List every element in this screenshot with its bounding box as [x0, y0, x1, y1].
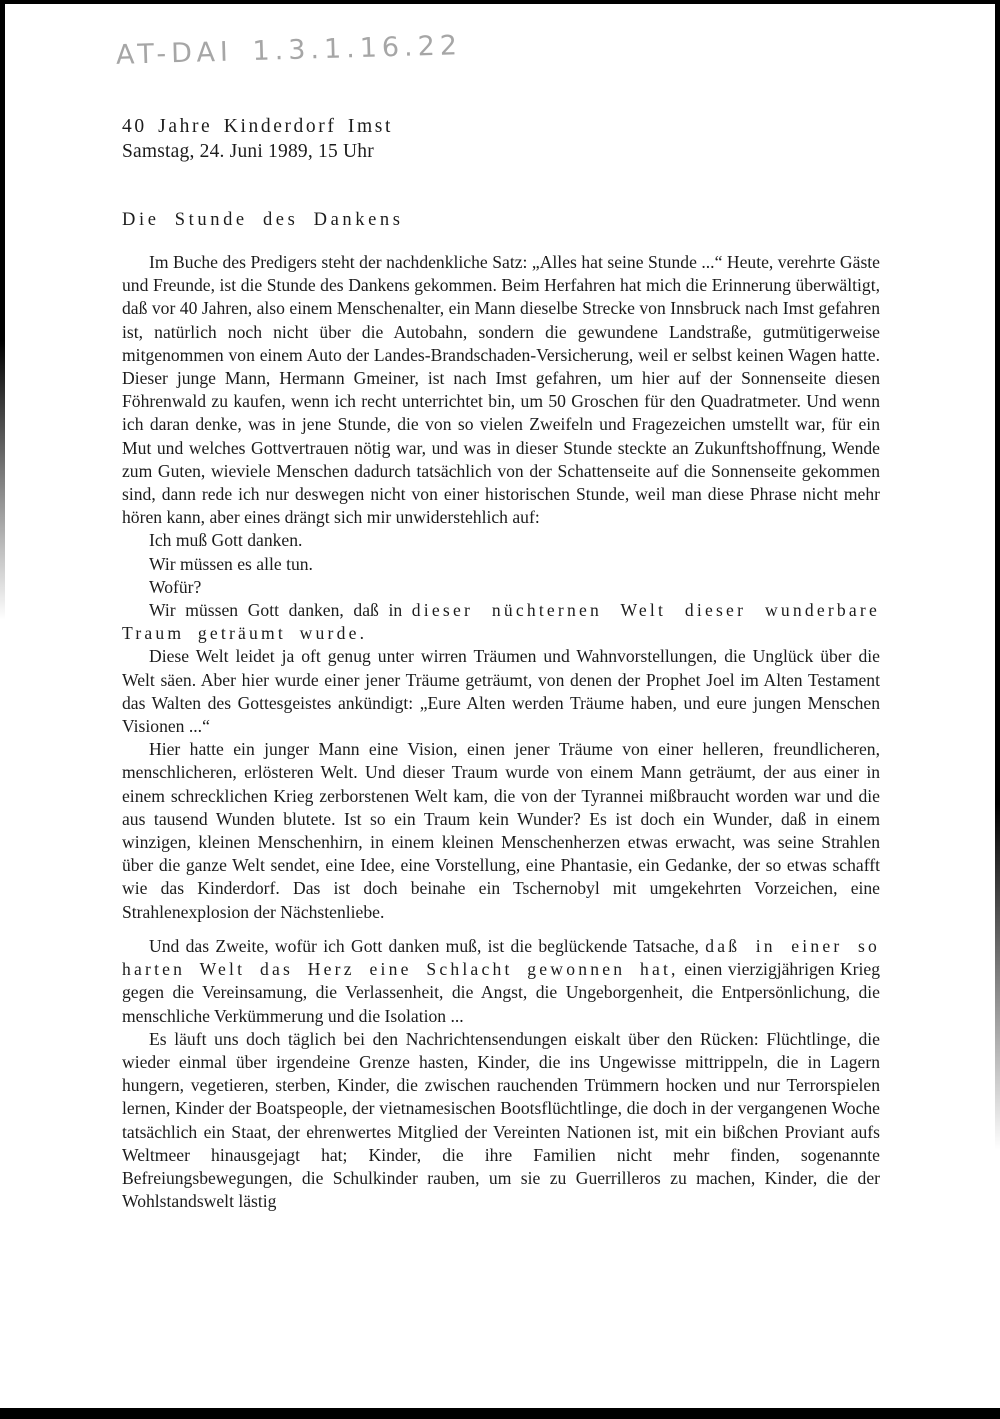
- paragraph-4: [122, 576, 880, 599]
- paragraph-8: [122, 935, 880, 1028]
- text-segment: Ich muß Gott danken.: [149, 530, 303, 551]
- paragraph-2: [122, 529, 880, 552]
- text-segment: Wir müssen Gott danken, daß in: [149, 600, 412, 621]
- text-segment: Hier hatte ein junger Mann eine Vision, einen jener Träume von einer helleren, freundlicheren, menschlicheren, erlösteren Welt. Und dieser Traum wurde von einem Mann geträumt, der aus einer in einem schrecklichen Krieg zerborstenen Welt kam, die von der Tyrannei mißbraucht worden war und die aus tausend Wunden blutete. Ist so ein Traum kein Wunder? Es ist doch ein Wunder, daß in einem winzigen, kleinen Menschenhirn, in einem kleinen Menschenherzen etwas erwacht, was seine Strahlen über die ganze Welt sendet, eine Idee, eine Vorstellung, eine Phantasie, ein Gedanke, der so etwas schafft wie das Kinderdorf. Das ist doch beinahe ein Tschernobyl mit umgekehrten Vorzeichen, eine Strahlenexplosion der Nächstenliebe.: [122, 739, 880, 922]
- emphasized-text-segment: dieser nüchternen Welt dieser wunderbare Traum geträumt wurde.: [122, 600, 880, 644]
- document-title: 40 Jahre Kinderdorf Imst: [122, 116, 393, 137]
- paragraph-1: [122, 251, 880, 529]
- paragraph-6: [122, 645, 880, 738]
- text-segment: Und das Zweite, wofür ich Gott danken muß, ist die beglückende Tatsache,: [149, 935, 706, 956]
- scan-border-bottom: [0, 1408, 1000, 1419]
- document-date-line: Samstag, 24. Juni 1989, 15 Uhr: [122, 141, 374, 162]
- text-segment: Im Buche des Predigers steht der nachdenkliche Satz: „Alles hat seine Stunde ...“ Heute, verehrte Gäste und Freunde, ist die Stunde des Dankens gekommen. Beim Herfahren hat mich die Erinnerung überwältigt, daß vor 40 Jahren, also einem Menschenalter, ein Mann dieselbe Strecke von Innsbruck nach Imst gefahren ist, natürlich noch nicht über die Autobahn, sondern die gewundene Landstraße, gutmütigerweise mitgenommen von einem Auto der Landes-Brandschaden-Versicherung, weil er selbst keinen Wagen hatte. Dieser junge Mann, Hermann Gmeiner, ist nach Imst gefahren, um hier auf der Sonnenseite diesen Föhrenwald zu kaufen, wenn ich recht unterrichtet bin, um 50 Groschen für den Quadratmeter. Und wenn ich daran denke, was in jene Stunde, die von so vielen Zweifeln und Fragezeichen umstellt war, für ein Mut und welches Gottvertrauen nötig war, und was in dieser Stunde steckte an Zukunftshoffnung, Wende zum Guten, wieviele Menschen dadurch tatsächlich von der Schattenseite auf die Sonnenseite gekommen sind, dann rede ich nur deswegen nicht von einer historischen Stunde, weil man diese Phrase nicht mehr hören kann, aber eines drängt sich mir unwiderstehlich auf:: [122, 252, 880, 528]
- paragraph-3: [122, 553, 880, 576]
- scan-border-top: [0, 0, 1000, 4]
- paragraph-9: [122, 1028, 880, 1214]
- text-segment: Es läuft uns doch täglich bei den Nachrichtensendungen eiskalt über den Rücken: Flüchtlinge, die wieder einmal über irgendeine Grenze hasten, Kinder, die ins Ungewisse mittrippeln, die in Lagern hungern, vegetieren, sterben, Kinder, die zwischen rauchenden Trümmern hocken und nur Terrorspielen lernen, Kinder der Boatspeople, der vietnamesischen Bootsflüchtlinge, die doch in der vergangenen Woche tatsächlich ein Staat, der ehrenwertes Mitglied der Vereinten Nationen ist, mit ein bißchen Proviant aufs Weltmeer hinausgejagt hat; Kinder, die ihre Familien nicht mehr finden, sogenannte Befreiungsbewegungen, die Schulkinder rauben, um sie zu Guerrilleros zu machen, Kinder, die der Wohlstandswelt lästig: [122, 1028, 880, 1212]
- document-header: [122, 114, 393, 164]
- emphasized-text-segment: daß in einer so harten Welt das Herz eine Schlacht gewonnen hat,: [122, 935, 880, 980]
- handwritten-archival-reference: AT-DAI 1.3.1.16.22: [115, 30, 463, 71]
- text-segment: Diese Welt leidet ja oft genug unter wirren Träumen und Wahnvorstellungen, die Unglück über die Welt säen. Aber hier wurde einer jener Träume geträumt, von denen der Prophet Joel im Alten Testament das Walten des Gottesgeistes ankündigt: „Eure Alten werden Träume haben, und eure jungen Menschen Visionen ...“: [122, 646, 880, 737]
- paragraph-5: [122, 599, 880, 645]
- scan-border-left: [0, 0, 5, 620]
- document-heading: Die Stunde des Dankens: [122, 210, 404, 230]
- text-segment: Wofür?: [149, 576, 202, 597]
- scan-border-right: [995, 0, 1000, 1150]
- body-text: [122, 251, 880, 1213]
- paragraph-7: [122, 738, 880, 924]
- text-segment: einen vierzigjährigen Krieg gegen die Vereinsamung, die Verlassenheit, die Angst, die Ungeborgenheit, die Entpersönlichung, die menschliche Verkümmerung und die Isolation ...: [122, 959, 880, 1026]
- text-segment: Wir müssen es alle tun.: [149, 553, 313, 574]
